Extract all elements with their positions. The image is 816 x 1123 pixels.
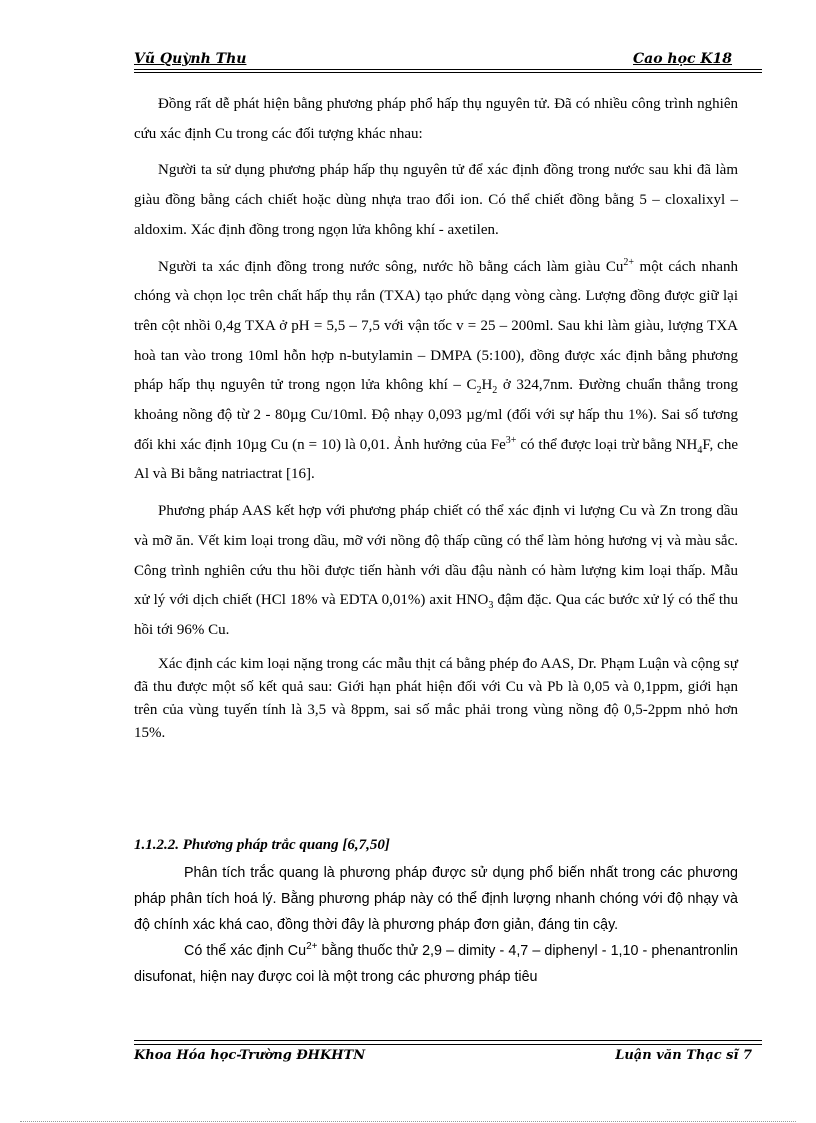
page-footer <box>134 1040 762 1061</box>
section-heading: 1.1.2.2. Phương pháp trắc quang [6,7,50] <box>134 837 390 853</box>
page-bottom-divider <box>20 1121 796 1122</box>
paragraph-4 <box>134 497 738 646</box>
header-author: Vũ Quỳnh Thu <box>134 51 247 67</box>
paragraph-3 <box>134 253 738 491</box>
footer-thesis-page: Luận văn Thạc sĩ 7 <box>615 1048 752 1063</box>
page-header <box>134 49 762 70</box>
section-paragraph-2-text: Có thể xác định Cu <box>184 943 307 959</box>
section-paragraph-2-text: bằng thuốc thử 2,9 – dimity - 4,7 – diphenyl - 1,10 - phenantronlin disufonat, hiện nay được coi là một trong các phương pháp tiêu <box>134 943 738 985</box>
section-paragraph-1: Phân tích trắc quang là phương pháp được sử dụng phổ biến nhất trong các phương pháp phân tích hoá lý. Bằng phương pháp này có thể định lượng nhanh chóng với độ nhạy và độ chính xác khá cao, đồng thời đây là phương pháp đơn giản, đáng tin cậy. <box>134 865 738 933</box>
paragraph-3-text: H <box>481 377 493 394</box>
section-paragraph-2 <box>134 938 738 990</box>
superscript: 3+ <box>505 434 517 446</box>
paragraph-3-text: Người ta xác định đồng trong nước sông, nước hồ bằng cách làm giàu Cu <box>158 258 624 275</box>
section-photometry <box>134 832 738 990</box>
footer-faculty: Khoa Hóa học-Trường ĐHKHTN <box>134 1048 366 1063</box>
subscript: 3 <box>488 600 494 612</box>
paragraph-1: Đồng rất dễ phát hiện bằng phương pháp phổ hấp thụ nguyên tử. Đã có nhiều công trình nghiên cứu xác định Cu trong các đối tượng khác nhau: <box>134 96 738 142</box>
subscript: 4 <box>697 444 703 456</box>
paragraph-4-text: đậm đặc. Qua các bước xử lý có thể thu hồi tới 96% Cu. <box>134 592 738 638</box>
superscript: 2+ <box>306 941 318 953</box>
paragraph-3-text: có thể được loại trừ bằng NH <box>516 436 698 453</box>
paragraph-3-text: F, che Al và Bi bằng natriactrat [16]. <box>134 436 738 483</box>
superscript: 2+ <box>623 256 635 268</box>
paragraph-5: Xác định các kim loại nặng trong các mẫu thịt cá bằng phép đo AAS, Dr. Phạm Luận và cộng sự đã thu được một số kết quả sau: Giới hạn phát hiện đối với Cu và Pb là 0,05 và 0,1ppm, giới hạn trên của vùng tuyến tính là 3,5 và 8ppm, sai số mắc phải trong vùng nồng độ 0,5-2ppm nhỏ hơn 15%. <box>134 655 738 741</box>
header-course: Cao học K18 <box>633 51 732 67</box>
paragraph-2: Người ta sử dụng phương pháp hấp thụ nguyên tử để xác định đồng trong nước sau khi đã làm giàu đồng bằng cách chiết hoặc dùng nhựa trao đổi ion. Có thể chiết đồng bằng 5 – cloxalixyl – aldoxim. Xác định đồng trong ngọn lửa không khí - axetilen. <box>134 162 738 238</box>
body-text <box>134 90 738 753</box>
paragraph-4-text: Phương pháp AAS kết hợp với phương pháp chiết có thể xác định vi lượng Cu và Zn trong dầu và mỡ ăn. Vết kim loại trong dầu, mỡ với nồng độ thấp cũng có thể làm hỏng hương vị và màu sắc. Công trình nghiên cứu thu hồi được tiến hành với dầu đậu nành có hàm lượng kim loại thấp. Mẫu xử lý với dịch chiết (HCl 18% và EDTA 0,01%) axit HNO <box>134 503 738 609</box>
paragraph-3-text: ở 324,7nm. Đường chuẩn thẳng trong khoảng nồng độ từ 2 - 80µg Cu/10ml. Độ nhạy 0,093 µg/ml (đối với sự hấp thu 1%). Sai số tương đối khi xác định 10µg Cu (n = 10) là 0,01. Ảnh hưởng của Fe <box>134 377 738 453</box>
subscript: 2 <box>492 385 498 397</box>
subscript: 2 <box>476 385 482 397</box>
paragraph-3-text: một cách nhanh chóng và chọn lọc trên chất hấp thụ rắn (TXA) tạo phức dạng vòng càng. Lượng đồng được giữ lại trên cột nhồi 0,4g TXA ở pH = 5,5 – 7,5 với vận tốc v = 25 – 200ml. Sau khi làm giàu, lượng TXA hoà tan vào trong 10ml hỗn hợp n-butylamin – DMPA (5:100), đồng được xác định bằng phương pháp hấp thụ nguyên tử trong ngọn lửa không khí – C <box>134 258 739 394</box>
